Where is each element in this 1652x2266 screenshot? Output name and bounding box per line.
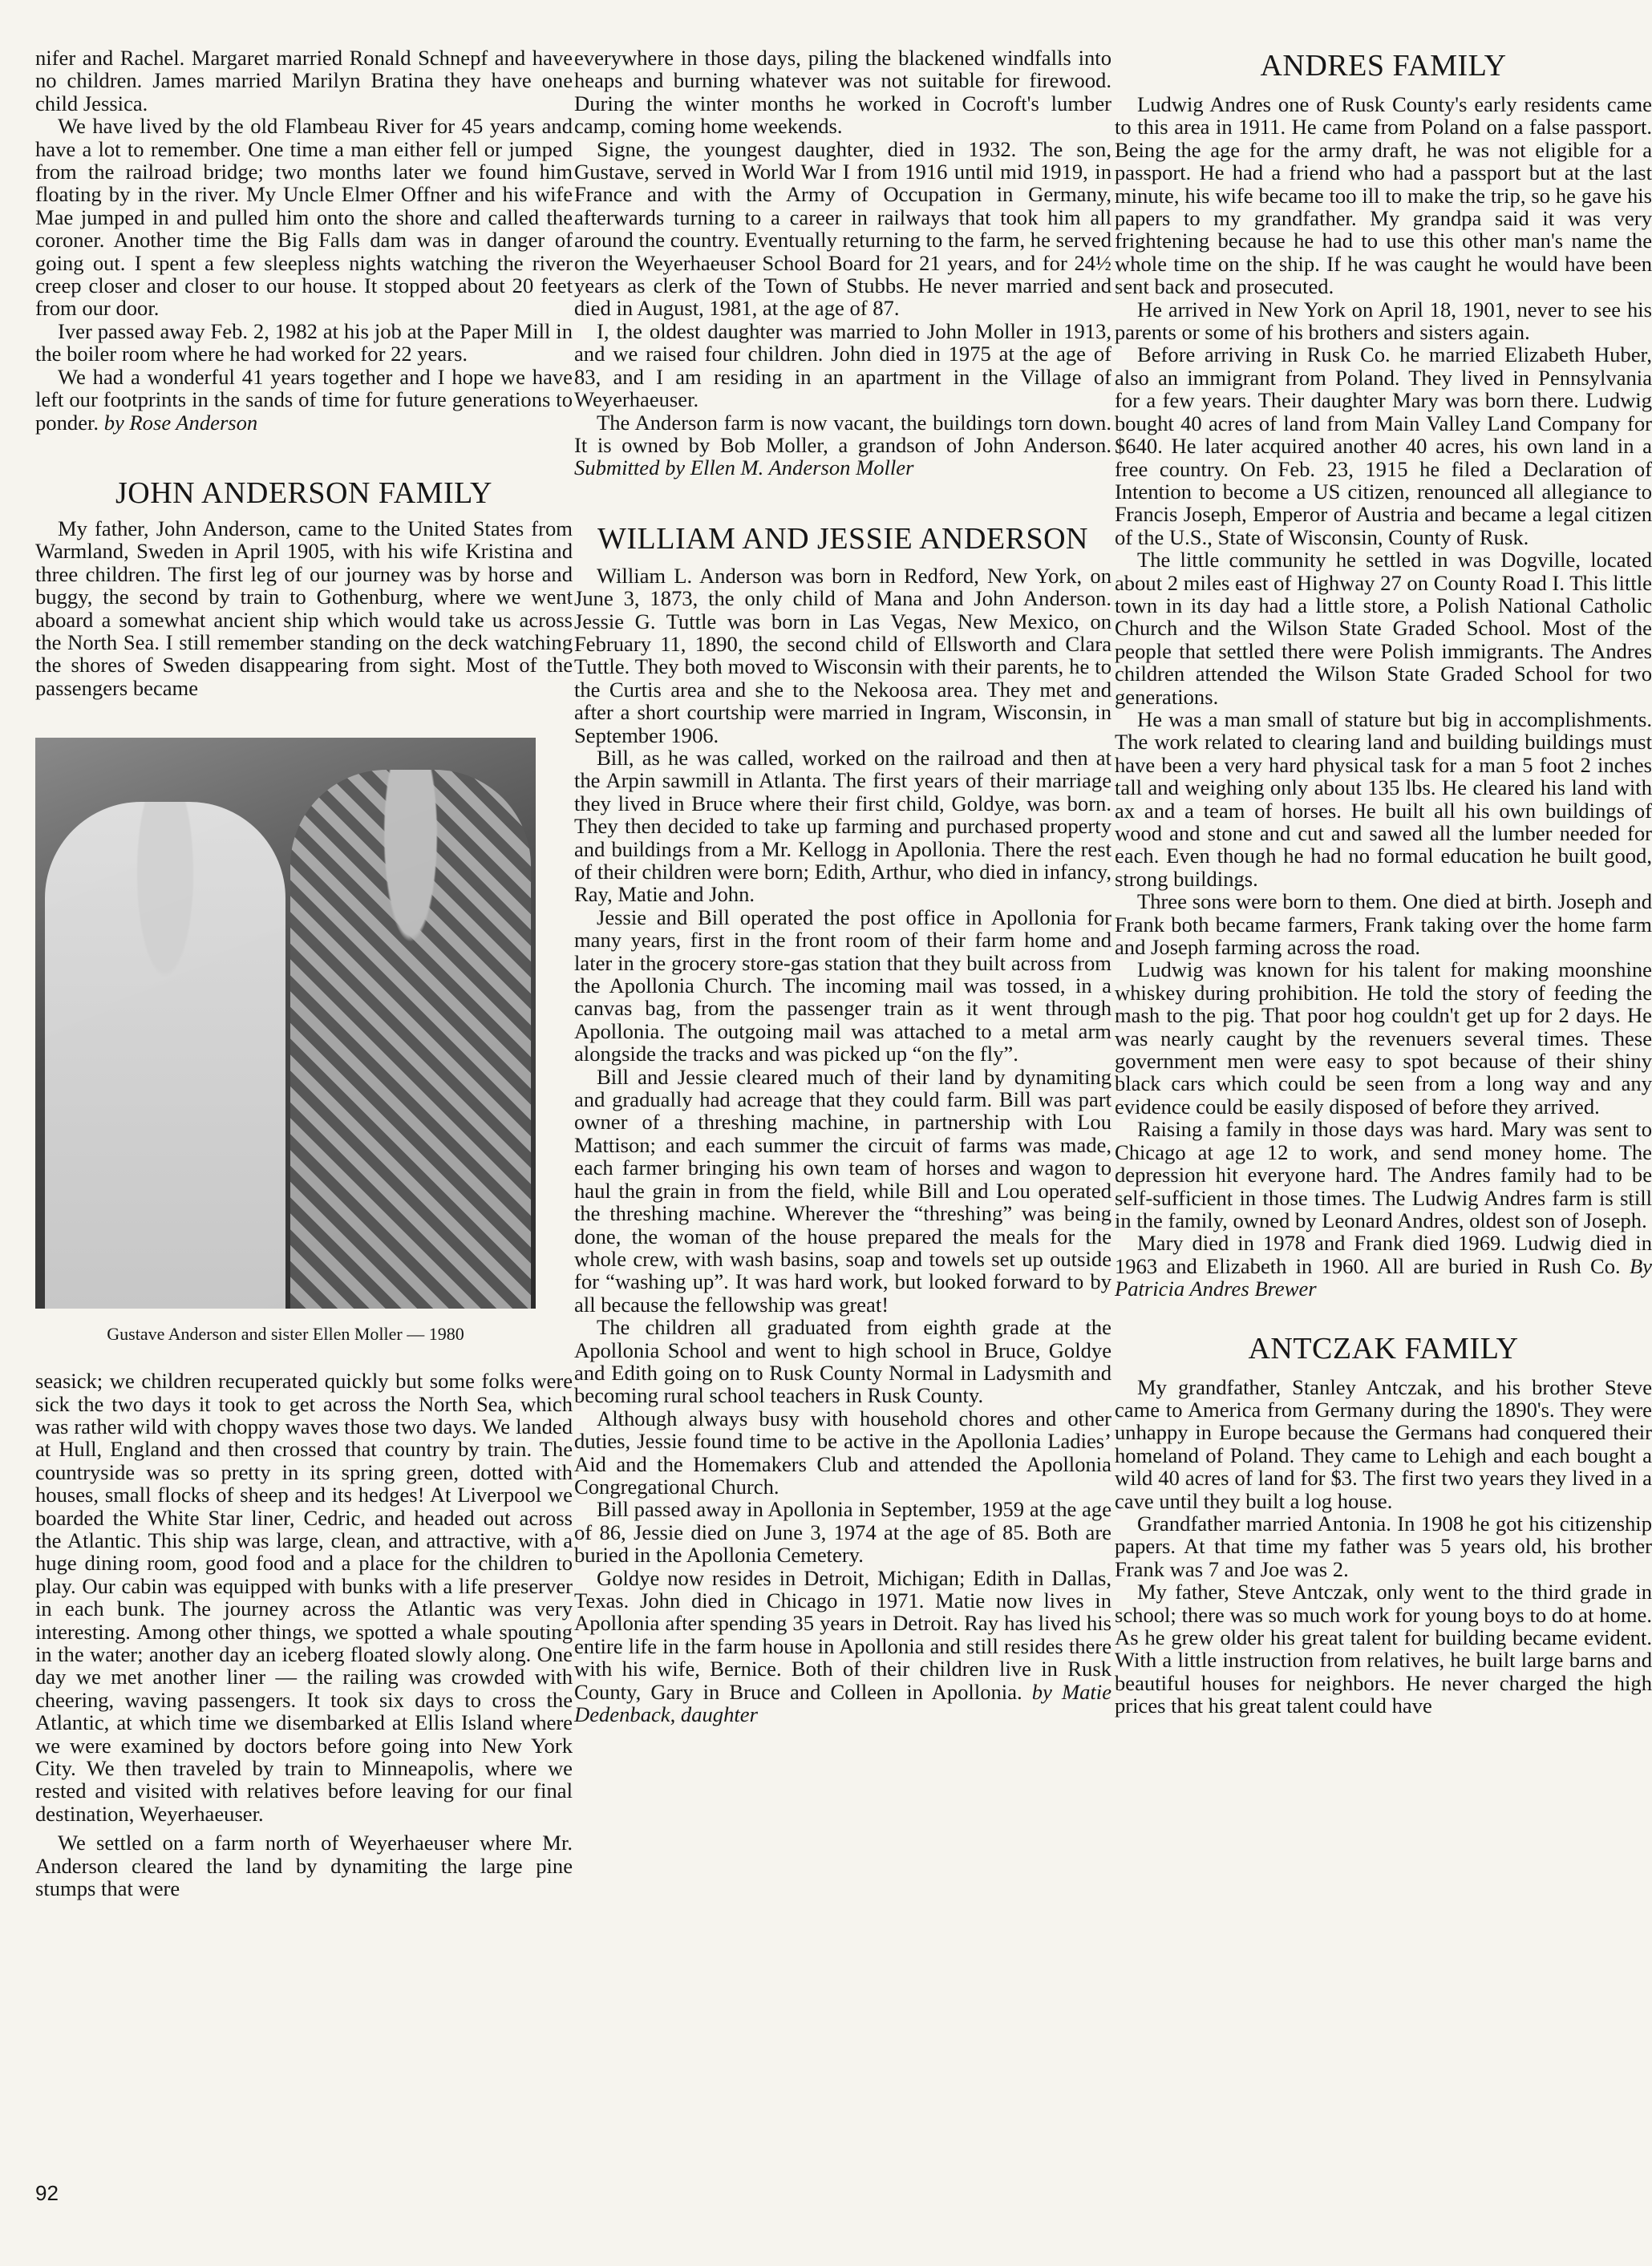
- byline: by Matie Dedenback, daughter: [574, 1679, 1111, 1727]
- column-2: [574, 47, 1111, 1726]
- paragraph: Bill, as he was called, worked on the railroad and then at the Arpin sawmill in Atlanta. The first years of their marriage they lived in Bruce where their first child, Goldye, was born. They then decided to take up farming and purchased property and buildings from a Mr. Kellogg in Apollonia. There the rest of their children were born; Edith, Arthur, who died in infancy, Ray, Matie and John.: [574, 745, 1111, 907]
- paragraph: [1115, 1232, 1652, 1300]
- paragraph: William L. Anderson was born in Redford, New York, on June 3, 1873, the only child of Mana and John Anderson. Jessie G. Tuttle was born in Las Vegas, New Mexico, on February 11, 1890, the second child of Ellsworth and Clara Tuttle. They both moved to Wisconsin with their parents, he to the Curtis area and she to the Nekoosa area. They met and after a short courtship were married in Ingram, Wisconsin, in September 1906.: [574, 563, 1111, 747]
- paragraph-text: The Anderson farm is now vacant, the buildings torn down. It is owned by Bob Moller, a grandson of John Anderson.: [574, 410, 1111, 457]
- paragraph: Three sons were born to them. One died at birth. Joseph and Frank both became farmers, Frank taking over the home farm and Joseph farming across the road.: [1115, 889, 1652, 960]
- paragraph: He was a man small of stature but big in accomplishments. The work related to clearing land and building buildings must have been a very hard physical task for a man 5 foot 2 inches tall and weighing only about 135 lbs. He cleared his land with ax and a team of horses. He built all his own buildings of wood and stone and cut and sawed all the lumber needed for each. Even though he had no formal education he built good, strong buildings.: [1115, 706, 1652, 891]
- photo-figure-left: [45, 802, 285, 1309]
- paragraph: [574, 411, 1111, 480]
- paragraph: Bill and Jessie cleared much of their land by dynamiting and gradually had acreage that they could farm. Bill was part owner of a threshing machine, in partnership with Lou Mattison; and each summer the circuit of farms was made, each farmer bringing his own team of horses and wagon to haul the grain in from the field, while Bill and Lou operated the threshing machine. Wherever the “threshing” was being done, the woman of the house prepared the meals for the whole crew, with wash basins, soap and towels set up outside for “washing up”. It was hard work, but looked forward to by all because the fellowship was great!: [574, 1064, 1111, 1317]
- paragraph: Although always busy with household chores and other duties, Jessie found time to be active in the Apollonia Ladies’ Aid and the Homemakers Club and attended the Apollonia Congregational Church.: [574, 1406, 1111, 1499]
- paragraph: [35, 366, 573, 434]
- paragraph: Jessie and Bill operated the post office in Apollonia for many years, first in the front room of their farm home and later in the grocery store-gas station that they built across from the Apollonia Church. The incoming mail was tossed, in a canvas bag, from the passenger train as it went through Apollonia. The outgoing mail was attached to a metal arm alongside the tracks and was picked up “on the fly”.: [574, 904, 1111, 1066]
- paragraph: My father, Steve Antczak, only went to the third grade in school; there was so much work for young boys to do at home. As he grew older his great talent for building became evident. With a little instruction from relatives, he built large barns and beautiful houses for neighbors. He never charged the high prices that his great talent could have: [1115, 1580, 1652, 1718]
- section-heading: JOHN ANDERSON FAMILY: [115, 475, 492, 510]
- paragraph: seasick; we children recuperated quickly but some folks were sick the two days it took to get across the North Sea, which was rather wild with choppy waves those two days. We landed at Hull, England and then crossed that country by train. The countryside was so pretty in its spring green, dotted with houses, small flocks of sheep and its hedges! At Liverpool we boarded the White Star liner, Cedric, and headed out across the Atlantic. This ship was large, clean, and attractive, with a huge dining room, good food and a place for the children to play. Our cabin was equipped with bunks with a life preserver in each bunk. The journey across the Atlantic was very interesting. Among other things, we spotted a whale spouting in the water; another day an iceberg floated slowly along. One day we met another liner — the railing was crowded with cheering, waving passengers. It took six days to cross the Atlantic, at which time we disembarked at Ellis Island where we were examined by doctors before going into New York City. We then traveled by train to Minneapolis, where we rested and visited with relatives before leaving for our final destination, Weyerhaeuser.: [35, 1369, 573, 1826]
- paragraph: Grandfather married Antonia. In 1908 he got his citizenship papers. At that time my father was 5 years old, his brother Frank was 7 and Joe was 2.: [1115, 1511, 1652, 1581]
- paragraph: everywhere in those days, piling the blackened windfalls into heaps and burning whatever was not suitable for firewood. During the winter months he worked in Cocroft's lumber camp, coming home weekends.: [574, 46, 1111, 139]
- section-heading: ANDRES FAMILY: [1260, 49, 1507, 83]
- paragraph: Iver passed away Feb. 2, 1982 at his job at the Paper Mill in the boiler room where he had worked for 22 years.: [35, 318, 573, 366]
- paragraph: My grandfather, Stanley Antczak, and his brother Steve came to America from Germany during the 1890's. They were unhappy in Europe because the Germans had conquered their homeland of Poland. They came to Lehigh and each bought a wild 40 acres of land for $3. The first two years they lived in a cave until they built a log house.: [1115, 1374, 1652, 1513]
- paragraph: Ludwig was known for his talent for making moonshine whiskey during prohibition. He told the story of feeding the mash to the pig. That poor hog couldn't get up for 2 days. He was nearly caught by the revenuers several times. These government men were easy to spot because of their shiny black cars which could be seen from a long way and any evidence could be easily disposed of before they arrived.: [1115, 957, 1652, 1119]
- byline: Submitted by Ellen M. Anderson Moller: [574, 455, 914, 480]
- paragraph: I, the oldest daughter was married to John Moller in 1913, and we raised four children. John died in 1975 at the age of 83, and I am residing in an apartment in the Village of Weyerhaeuser.: [574, 318, 1111, 412]
- paragraph: Before arriving in Rusk Co. he married Elizabeth Huber, also an immigrant from Poland. They lived in Pennsylvania for a few years. Their daughter Mary was born there. Ludwig bought 40 acres of land from Main Valley Land Company for $640. He later acquired another 40 acres, his own land in a free country. On Feb. 23, 1915 he filed a Declaration of Intention to become a US citizen, renounced all allegiance to Francis Joseph, Emperor of Austria and became a legal citizen of the U.S., State of Wisconsin, County of Rusk.: [1115, 342, 1652, 549]
- photo-caption: Gustave Anderson and sister Ellen Moller — 1980: [107, 1324, 464, 1345]
- paragraph: Raising a family in those days was hard. Mary was sent to Chicago at age 12 to work, and send money home. The depression hit everyone hard. The Andres family had to be self-sufficient in those times. The Ludwig Andres farm is still in the family, owned by Leonard Andres, oldest son of Joseph.: [1115, 1117, 1652, 1232]
- paragraph: The children all graduated from eighth grade at the Apollonia School and went to high school in Bruce, Goldye and Edith going on to Rusk County Normal in Ladysmith and becoming rural school teachers in Rusk County.: [574, 1315, 1111, 1408]
- column-3: [1115, 47, 1652, 1718]
- paragraph: We settled on a farm north of Weyerhaeuser where Mr. Anderson cleared the land by dynamiting the large pine stumps that were: [35, 1831, 573, 1901]
- byline: By Patricia Andres Brewer: [1115, 1253, 1652, 1301]
- paragraph-text: Goldye now resides in Detroit, Michigan; Edith in Dallas, Texas. John died in Chicago in 1971. Matie now lives in Apollonia after spending 35 years in Detroit. Ray has lived his entire life in the farm house in Apollonia and still resides there with his wife, Bernice. Both of their children live in Rusk County, Gary in Bruce and Colleen in Apollonia.: [574, 1565, 1111, 1704]
- paragraph-text: We had a wonderful 41 years together and I hope we have left our footprints in the sands of time for future generations to ponder.: [35, 364, 573, 435]
- family-photo: [35, 738, 536, 1309]
- paragraph: The little community he settled in was Dogville, located about 2 miles east of Highway 27 on County Road I. This little town in its day had a little store, a Polish National Catholic Church and the Wilson State Graded School. Most of the people that settled there were Polish immigrants. The Andres children attended the Wilson State Graded School for two generations.: [1115, 548, 1652, 709]
- photo-figure-right: [290, 770, 531, 1309]
- paragraph: nifer and Rachel. Margaret married Ronald Schnepf and have no children. James married Marilyn Bratina they have one child Jessica.: [35, 46, 573, 115]
- byline: by Rose Anderson: [103, 410, 258, 435]
- column-1: [35, 47, 573, 1900]
- paragraph: Signe, the youngest daughter, died in 1932. The son, Gustave, served in World War I from 1916 until mid 1919, in France and with the Army of Occupation in Germany, afterwards turning to a career in railways that took him all around the country. Eventually returning to the farm, he served on the Weyerhaeuser School Board for 21 years, and for 24½ years as clerk of the Town of Stubbs. He never married and died in August, 1981, at the age of 87.: [574, 136, 1111, 321]
- paragraph: My father, John Anderson, came to the United States from Warmland, Sweden in April 1905, with his wife Kristina and three children. The first leg of our journey was by horse and buggy, the second by train to Gothenburg, where we went aboard a somewhat ancient ship which would take us across the North Sea. I still remember standing on the deck watching the shores of Sweden disappearing from sight. Most of the passengers became: [35, 516, 573, 700]
- paragraph: We have lived by the old Flambeau River for 45 years and have a lot to remember. One time a man either fell or jumped from the railroad bridge; two months later we found him floating by in the river. My Uncle Elmer Offner and his wife Mae jumped in and pulled him onto the shore and called the coroner. Another time the Big Falls dam was in danger of going out. I spent a few sleepless nights watching the river creep closer and closer to our house. It stopped about 20 feet from our door.: [35, 114, 573, 321]
- paragraph: He arrived in New York on April 18, 1901, never to see his parents or some of his brothers and sisters again.: [1115, 297, 1652, 345]
- section-heading: ANTCZAK FAMILY: [1248, 1331, 1519, 1366]
- paragraph: Bill passed away in Apollonia in September, 1959 at the age of 86, Jessie died on June 3, 1974 at the age of 85. Both are buried in the Apollonia Cemetery.: [574, 1497, 1111, 1568]
- page-number: 92: [35, 2181, 59, 2205]
- paragraph: [574, 1567, 1111, 1726]
- paragraph: Ludwig Andres one of Rusk County's early residents came to this area in 1911. He came from Poland on a false passport. Being the age for the army draft, he was not eligible for a passport. He had a friend who had a passport but at the last minute, his wife became too ill to make the trip, so he gave his papers to my grandfather. My grandpa said it was very frightening because he had to use this other man's name the whole time on the ship. If he was caught he would have been sent back and prosecuted.: [1115, 92, 1652, 299]
- section-heading: WILLIAM AND JESSIE ANDERSON: [597, 521, 1088, 556]
- paragraph-text: Mary died in 1978 and Frank died 1969. Ludwig died in 1963 and Elizabeth in 1960. All are buried in Rush Co.: [1115, 1231, 1652, 1278]
